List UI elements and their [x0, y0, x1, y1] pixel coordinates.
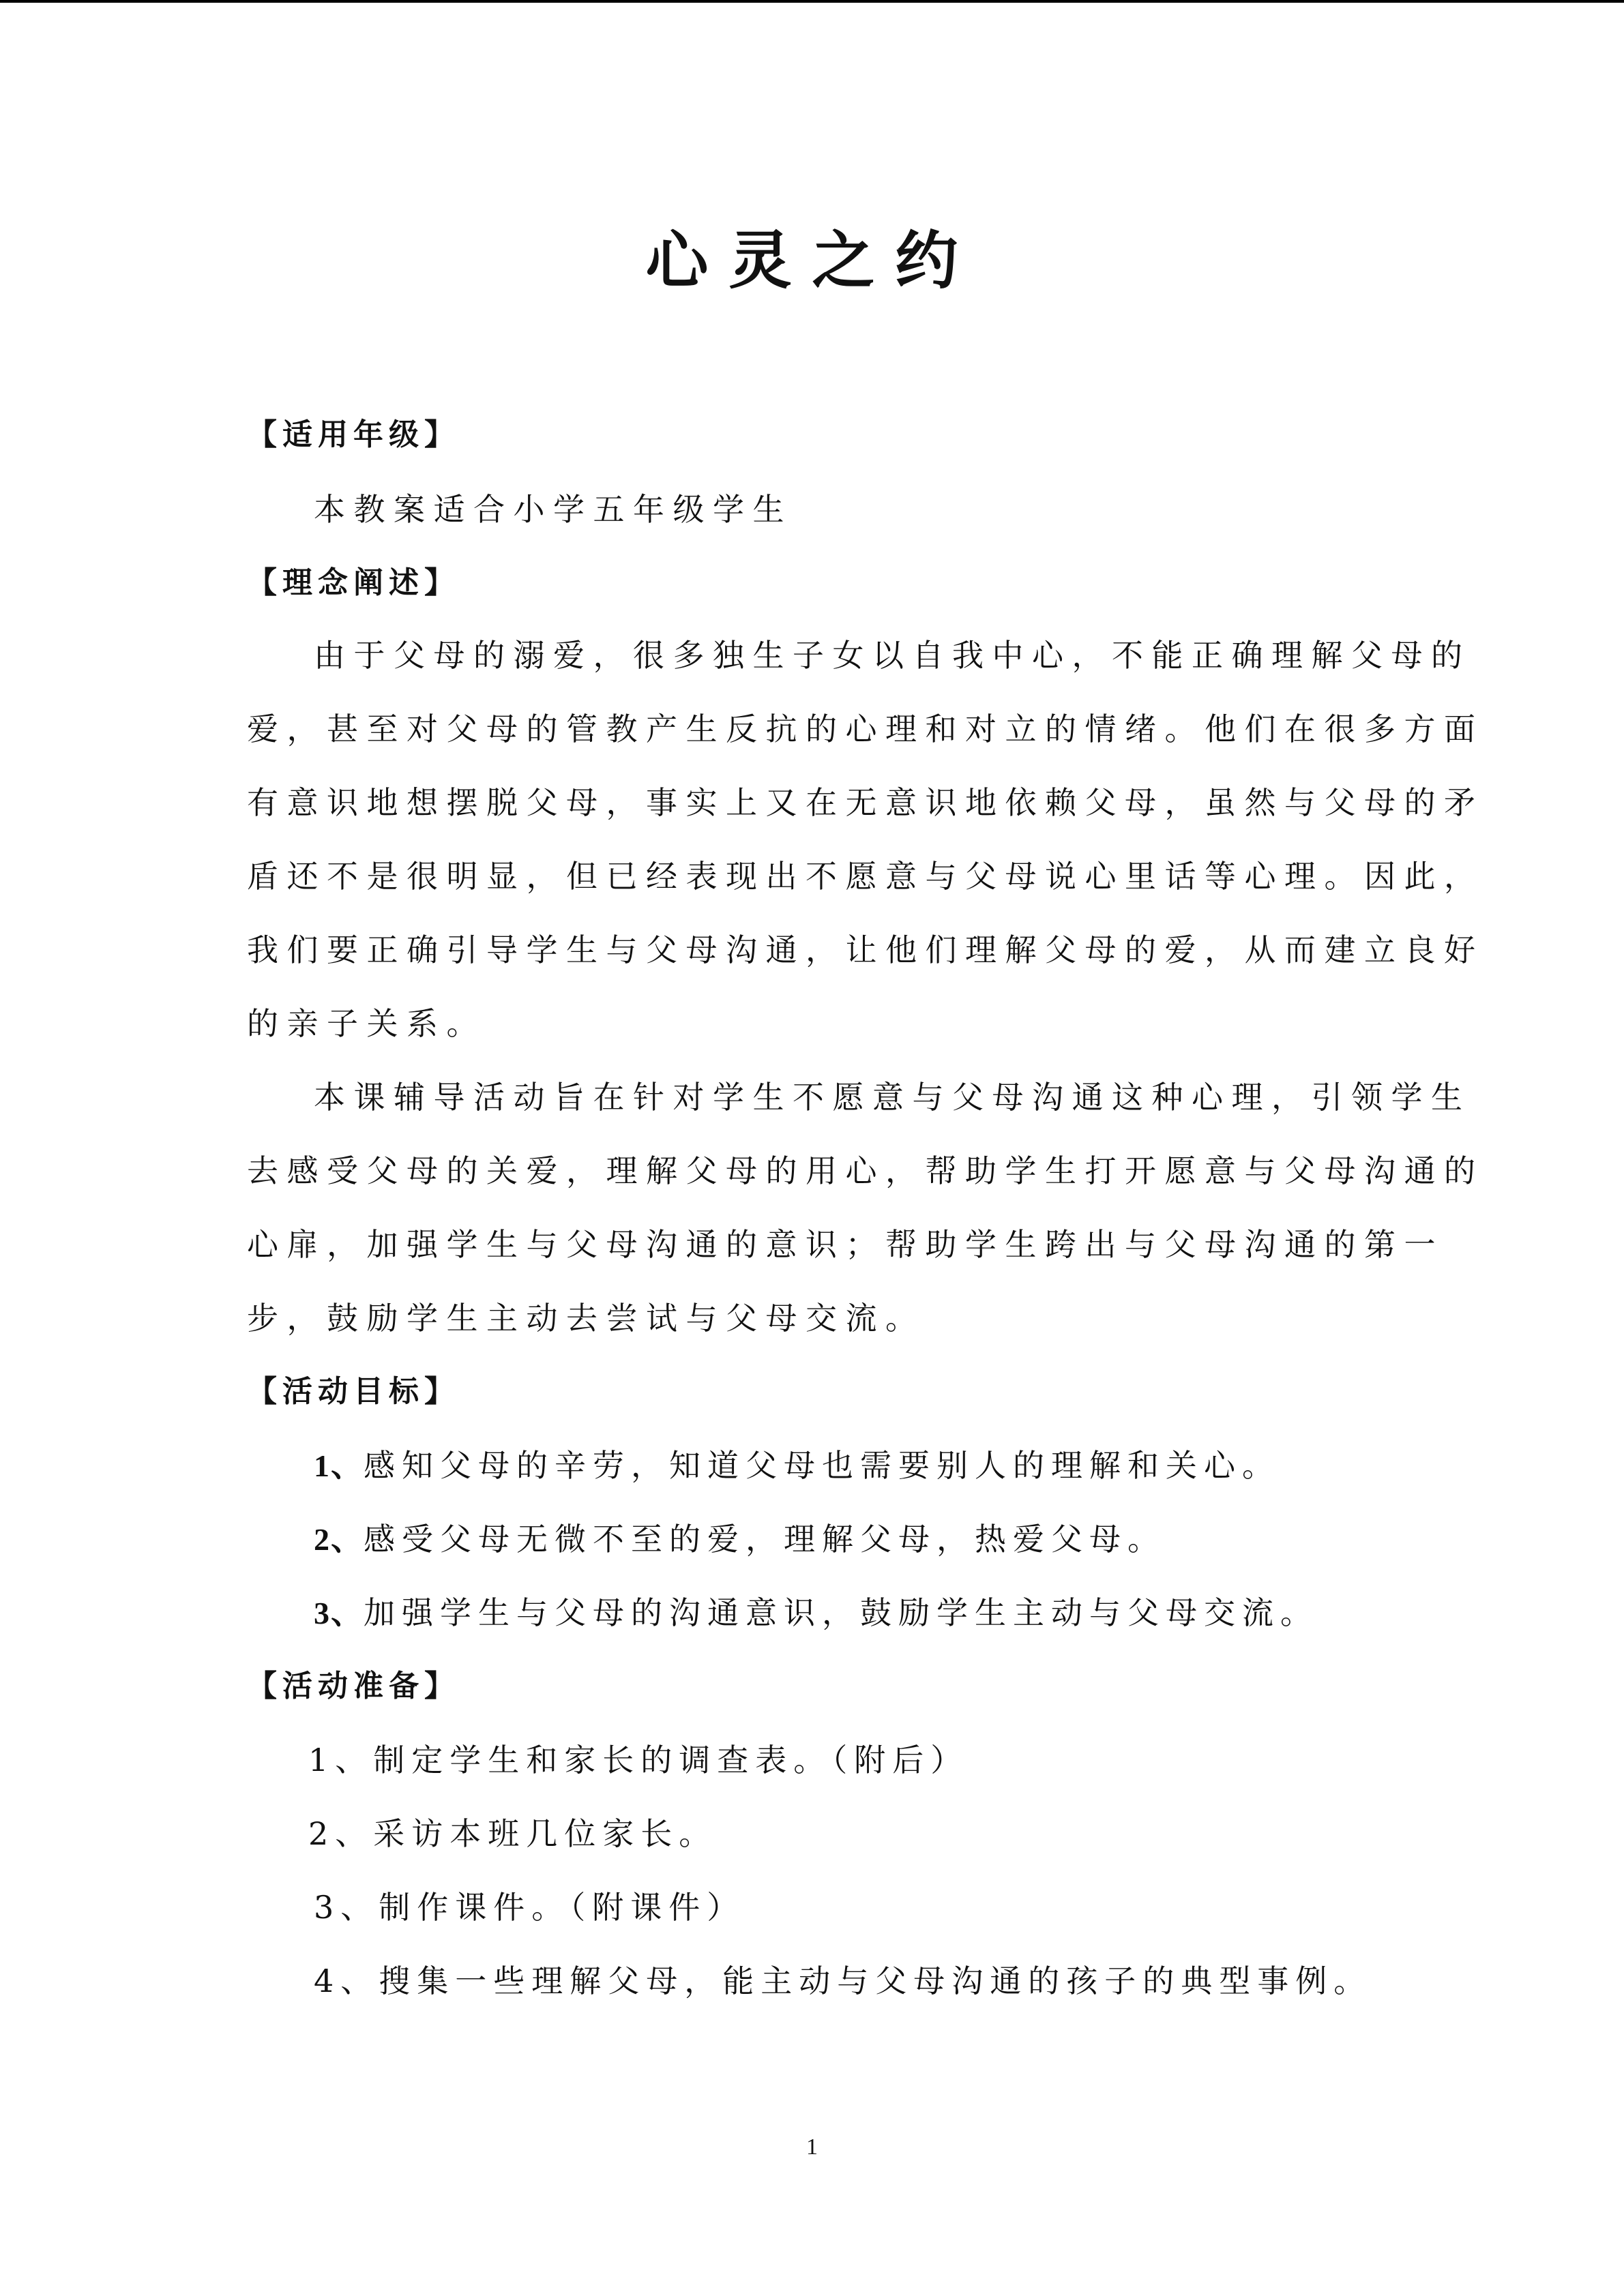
concept-paragraph1-line: 由于父母的溺爱，很多独生子女以自我中心，不能正确理解父母的 [314, 637, 1471, 674]
goal-item [314, 1515, 1166, 1564]
concept-paragraph1-line: 的亲子关系。 [247, 1005, 486, 1042]
preparation-item: 4、搜集一些理解父母，能主动与父母沟通的孩子的典型事例。 [314, 1963, 1372, 1999]
preparation-item: 1、制定学生和家长的调查表。（附后） [308, 1742, 969, 1778]
document-title: 心灵之约 [645, 224, 979, 297]
section-heading-grade: 【适用年级】 [247, 417, 460, 452]
goal-text: 加强学生与父母的沟通意识，鼓励学生主动与父母交流。 [364, 1594, 1318, 1631]
goal-number: 3、 [314, 1596, 364, 1630]
goal-number: 1、 [314, 1448, 364, 1483]
concept-paragraph1-line: 盾还不是很明显，但已经表现出不愿意与父母说心里话等心理。因此， [247, 858, 1484, 895]
concept-paragraph2-line: 心扉，加强学生与父母沟通的意识；帮助学生跨出与父母沟通的第一 [247, 1226, 1444, 1263]
goal-item [314, 1442, 1280, 1490]
concept-paragraph1-line: 爱，甚至对父母的管教产生反抗的心理和对立的情绪。他们在很多方面 [247, 711, 1484, 747]
concept-paragraph1-line: 我们要正确引导学生与父母沟通，让他们理解父母的爱，从而建立良好 [247, 931, 1484, 968]
goal-number: 2、 [314, 1522, 364, 1557]
preparation-item: 3、制作课件。（附课件） [314, 1889, 745, 1926]
section-heading-concept: 【理念阐述】 [247, 565, 460, 600]
concept-paragraph1-line: 有意识地想摆脱父母，事实上又在无意识地依赖父母，虽然与父母的矛 [247, 784, 1484, 821]
concept-paragraph2-line: 本课辅导活动旨在针对学生不愿意与父母沟通这种心理，引领学生 [314, 1079, 1471, 1116]
preparation-item: 2、采访本班几位家长。 [308, 1815, 718, 1852]
goal-text: 感知父母的辛劳，知道父母也需要别人的理解和关心。 [364, 1447, 1280, 1484]
concept-paragraph2-line: 去感受父母的关爱，理解父母的用心，帮助学生打开愿意与父母沟通的 [247, 1152, 1484, 1189]
section-heading-goals: 【活动目标】 [247, 1374, 460, 1409]
page-number: 1 [806, 2134, 818, 2160]
goal-item [314, 1589, 1318, 1637]
grade-text: 本教案适合小学五年级学生 [314, 491, 793, 528]
section-heading-preparation: 【活动准备】 [247, 1669, 460, 1703]
goal-text: 感受父母无微不至的爱，理解父母，热爱父母。 [364, 1521, 1166, 1557]
concept-paragraph2-line: 步，鼓励学生主动去尝试与父母交流。 [247, 1300, 926, 1337]
